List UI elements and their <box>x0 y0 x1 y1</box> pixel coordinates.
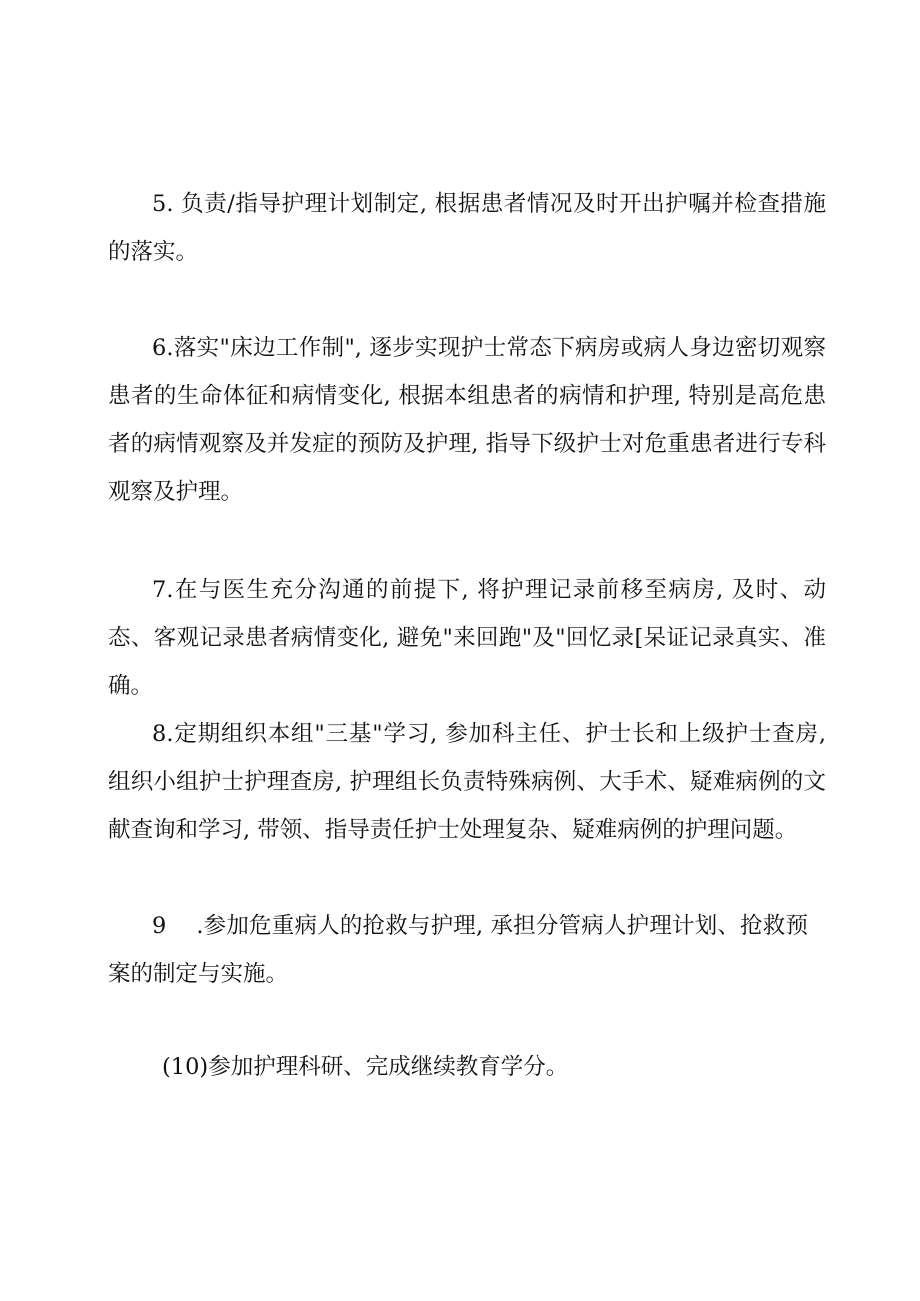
list-item-8 <box>108 710 826 854</box>
item-text: .定期组织本组"三基"学习, 参加科主任、护士长和上级护士查房, 组织小组护士护理查房, 护理组长负责特殊病例、大手术、疑难病例的文献查询和学习, 带领、指导责任护士处理复杂、疑难病例的护理问题。 <box>108 721 826 843</box>
item-text: .落实"床边工作制", 逐步实现护士常态下病房或病人身边密切观察患者的生命体征和病情变化, 根据本组患者的病情和护理, 特别是高危患者的病情观察及并发症的预防及护理, 指导下级护士对危重患者进行专科观察及护理。 <box>108 335 826 505</box>
item-text: .参加危重病人的抢救与护理, 承担分管病人护理计划、抢救预案的制定与实施。 <box>108 913 808 987</box>
item-number: 5 <box>152 191 167 217</box>
item-number: 6 <box>152 335 167 361</box>
list-item-9 <box>108 902 808 998</box>
item-number: 8 <box>152 721 167 747</box>
item-number: 9 <box>152 913 167 939</box>
item-number: (10) <box>162 1054 209 1080</box>
item-text: .在与医生充分沟通的前提下, 将护理记录前移至病房, 及时、动态、客观记录患者病情变化, 避免"来回跑"及"回忆录[呆证记录真实、准确。 <box>108 577 826 699</box>
list-item-10 <box>162 1043 762 1091</box>
list-item-6 <box>108 324 826 516</box>
list-item-5 <box>108 180 826 276</box>
item-text: 参加护理科研、完成继续教育学分。 <box>208 1054 569 1080</box>
list-item-7 <box>108 566 826 710</box>
item-text: . 负责/指导护理计划制定, 根据患者情况及时开出护嘱并检查措施的落实。 <box>108 191 826 265</box>
item-number: 7 <box>152 577 167 603</box>
